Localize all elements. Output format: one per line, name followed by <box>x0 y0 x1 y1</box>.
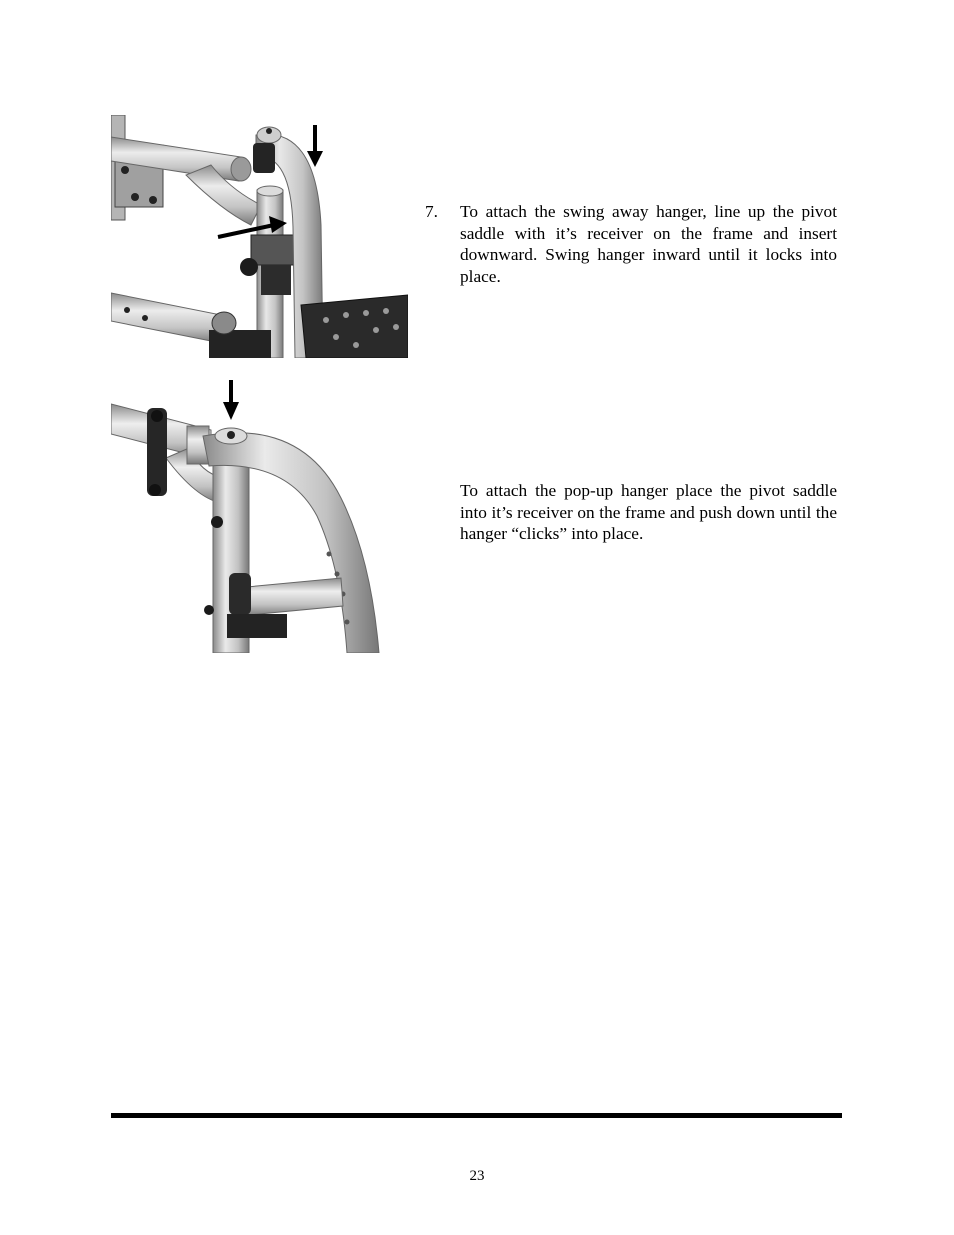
swing-away-instruction: To attach the swing away hanger, line up the pivot saddle with it’s receiver on the frame and insert downward. Swing hanger inward until it locks into place. <box>460 202 837 286</box>
pop-up-instruction: To attach the pop-up hanger place the pivot saddle into it’s receiver on the frame and push down until the hanger “clicks” into place. <box>460 481 837 543</box>
swing-away-hanger-illustration <box>111 115 408 358</box>
step-number: 7. <box>425 202 438 221</box>
footer-rule <box>111 1113 842 1118</box>
page-number: 23 <box>469 1168 485 1184</box>
pop-up-hanger-illustration <box>111 378 381 653</box>
